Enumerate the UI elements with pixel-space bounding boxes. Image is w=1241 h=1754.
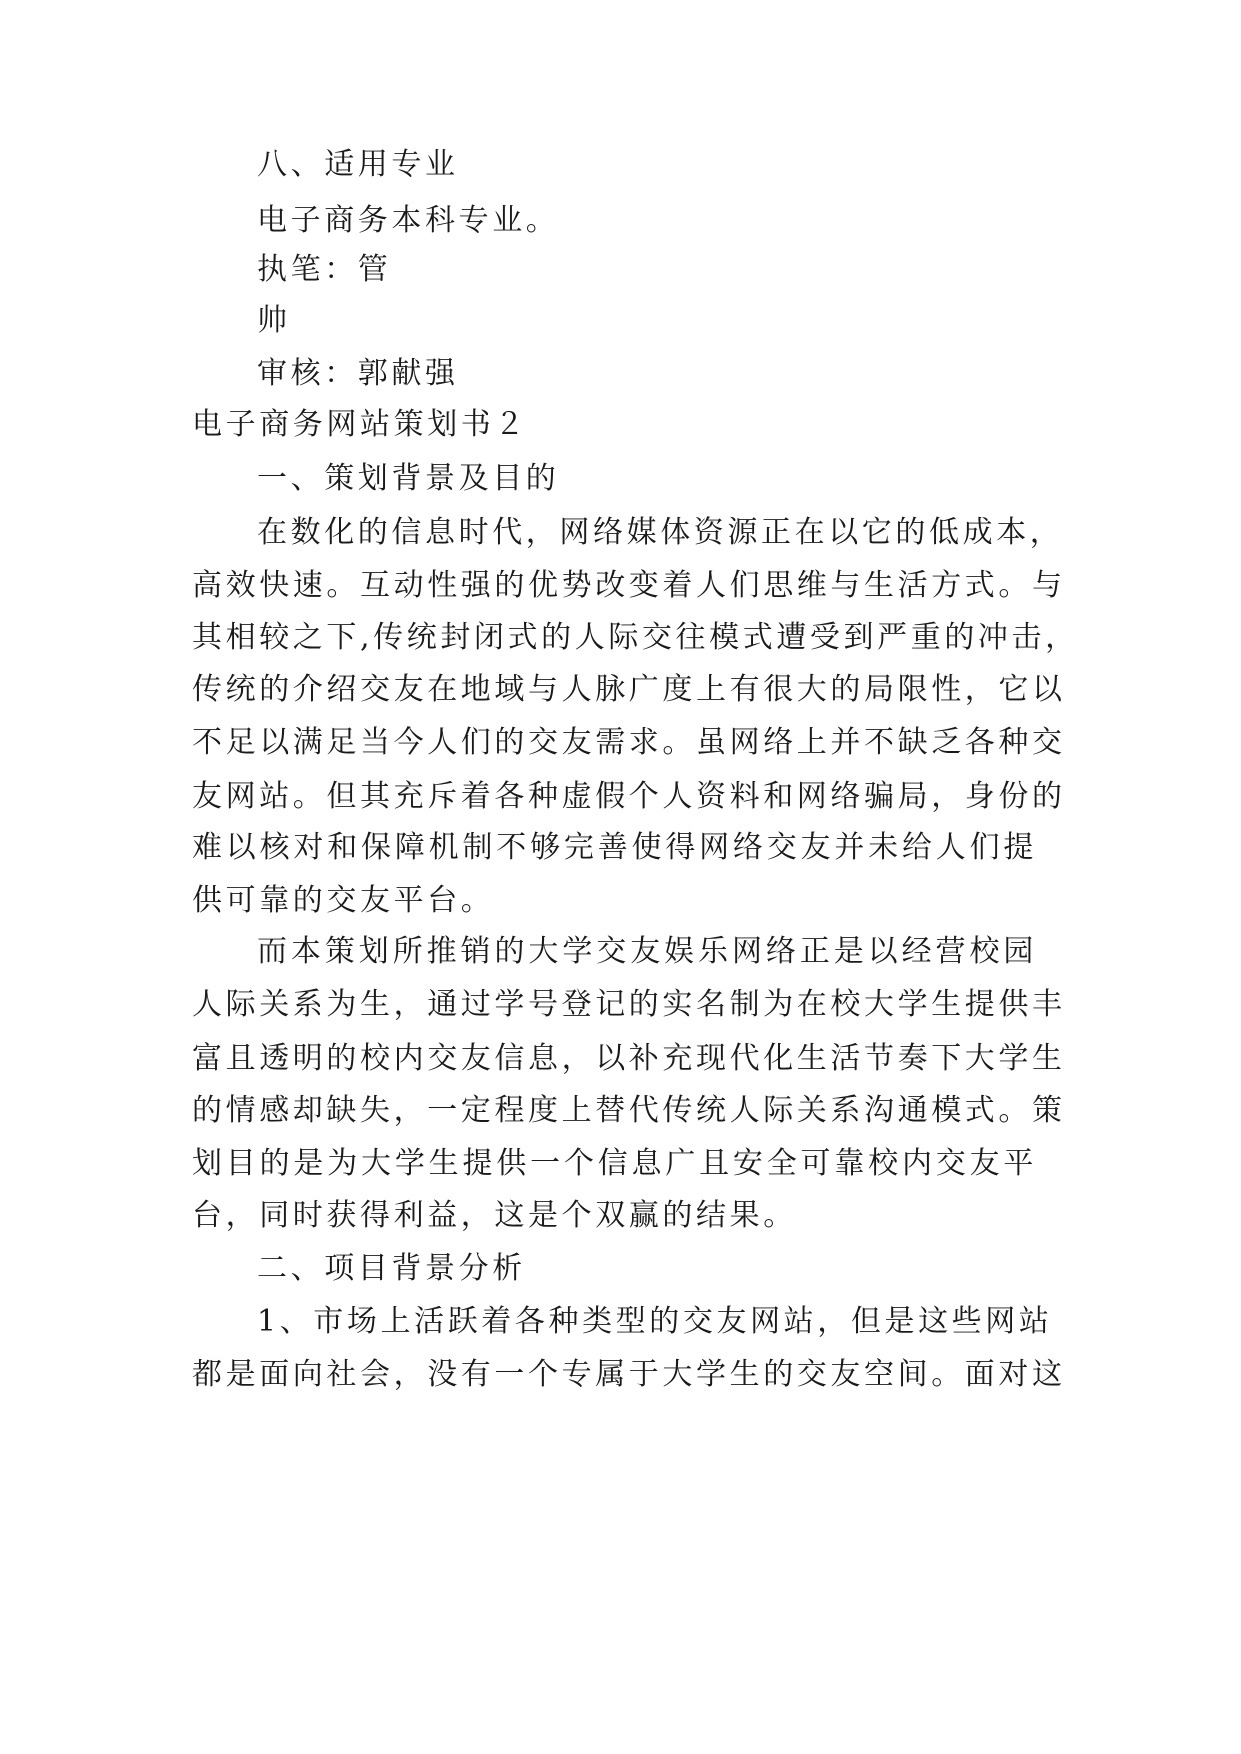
paragraph-line: 高效快速。互动性强的优势改变着人们思维与生活方式。与 [192,568,1066,603]
paragraph-line: 人际关系为生，通过学号登记的实名制为在校大学生提供丰 [192,987,1066,1022]
section-one-heading: 一、策划背景及目的 [257,461,560,496]
author-line: 执笔：管 [257,252,392,287]
paragraph-line: 都是面向社会，没有一个专属于大学生的交友空间。面对这 [192,1357,1066,1392]
section-eight-heading: 八、适用专业 [257,147,459,182]
paragraph-line: 1、市场上活跃着各种类型的交友网站，但是这些网站 [257,1304,1053,1339]
paragraph-line: 在数化的信息时代，网络媒体资源正在以它的低成本， [257,515,1064,550]
paragraph-line: 富且透明的校内交友信息，以补充现代化生活节奏下大学生 [192,1041,1066,1076]
reviewer-line: 审核：郭献强 [257,356,459,391]
section-two-heading: 二、项目背景分析 [257,1251,526,1286]
paragraph-line: 台，同时获得利益，这是个双赢的结果。 [192,1198,797,1233]
paragraph-line: 而本策划所推销的大学交友娱乐网络正是以经营校园 [257,934,1037,969]
paragraph-line: 不足以满足当今人们的交友需求。虽网络上并不缺乏各种交 [192,725,1066,760]
paragraph-line: 划目的是为大学生提供一个信息广且安全可靠校内交友平 [192,1146,1037,1181]
paragraph-line: 传统的介绍交友在地域与人脉广度上有很大的局限性，它以 [192,672,1066,707]
applicable-major: 电子商务本科专业。 [257,203,560,238]
paragraph-line: 的情感却缺失，一定程度上替代传统人际关系沟通模式。策 [192,1093,1066,1128]
paragraph-line: 友网站。但其充斥着各种虚假个人资料和网络骗局，身份的 [192,779,1066,814]
author-line-continued: 帅 [257,303,291,338]
paragraph-line: 供可靠的交友平台。 [192,883,495,918]
paragraph-line: 难以核对和保障机制不够完善使得网络交友并未给人们提 [192,830,1037,865]
document-title: 电子商务网站策划书２ [192,407,528,442]
paragraph-line: 其相较之下,传统封闭式的人际交往模式遭受到严重的冲击， [192,620,1079,655]
